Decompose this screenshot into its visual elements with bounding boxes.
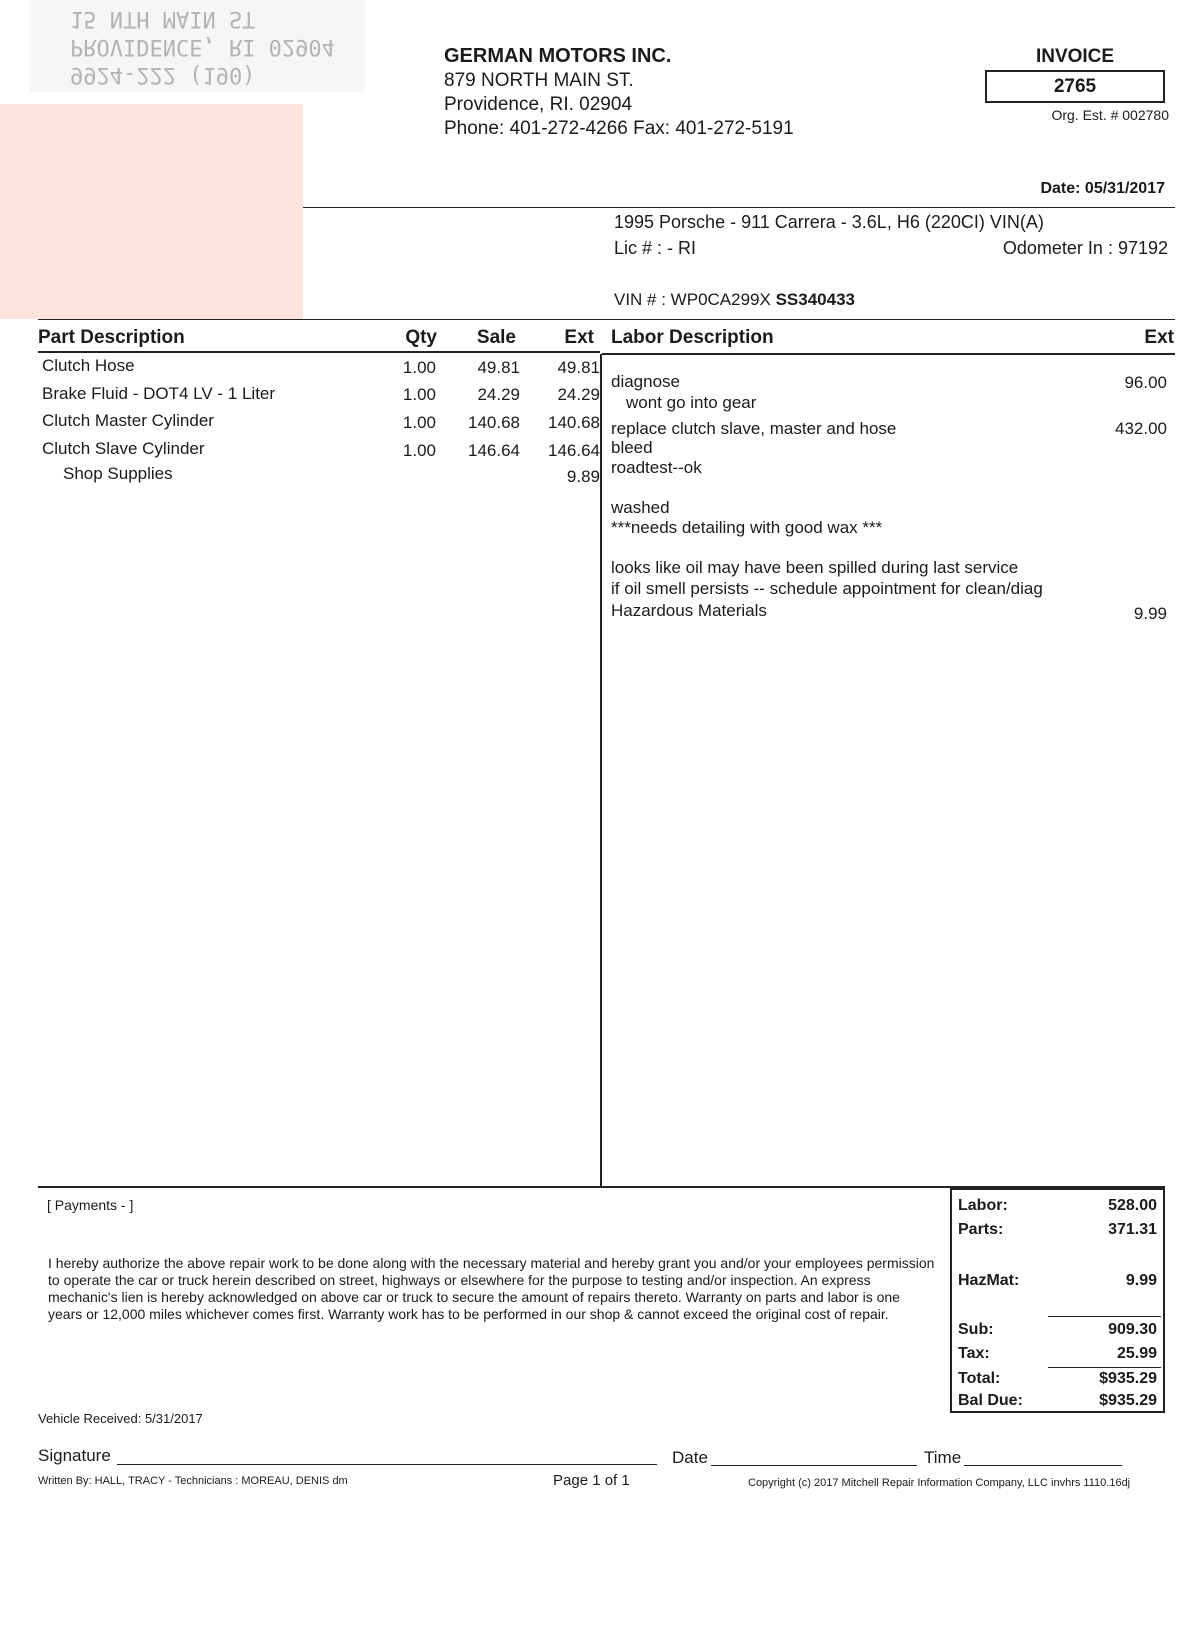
labor-line: bleed (611, 438, 653, 457)
labor-total: 528.00 (1108, 1197, 1157, 1214)
subtotal-label: Sub: (958, 1321, 994, 1338)
company-address: 879 NORTH MAIN ST. (444, 70, 634, 91)
table-top-rule (38, 319, 1175, 320)
labor-line: wont go into gear (626, 393, 757, 412)
company-phone: Phone: 401-272-4266 Fax: 401-272-5191 (444, 118, 794, 139)
part-qty: 1.00 (402, 441, 436, 460)
part-ext: 9.89 (566, 467, 600, 486)
authorization-text: I hereby authorize the above repair work to be done along with the necessary material and hereby grant you and/or your employees permission to operate the car or truck herein described on street, highways or elsewhere for the purpose to testing and/or inspection. An express mechanic's lien is hereby acknowledged on above car or truck to secure the amount of repairs thereto. Warranty on parts and labor is one years or 12,000 miles whichever comes first. Warranty work has to be performed in our shop & cannot exceed the original cost of repair. (48, 1255, 935, 1322)
time-line[interactable] (964, 1465, 1122, 1466)
invoice-number: 2765 (985, 70, 1165, 103)
labor-header-rule (602, 353, 1175, 355)
tax-label: Tax: (958, 1345, 990, 1362)
labor-line: washed (611, 498, 670, 517)
tax: 25.99 (1116, 1345, 1157, 1362)
part-description: Brake Fluid - DOT4 LV - 1 Liter (42, 384, 276, 403)
labor-line: looks like oil may have been spilled during last service (611, 558, 1019, 577)
odometer: Odometer In : 97192 (1002, 238, 1168, 258)
hazmat-total: 9.99 (1125, 1272, 1157, 1289)
part-ext: 140.68 (548, 413, 600, 432)
date-line[interactable] (711, 1465, 917, 1466)
balance-due: $935.29 (1099, 1392, 1157, 1409)
vin-prefix: VIN # : WP0CA299X (614, 290, 771, 309)
invoice-label: INVOICE (1035, 46, 1115, 67)
column-divider (600, 354, 602, 1188)
company-city: Providence, RI. 02904 (444, 94, 633, 115)
labor-line: ***needs detailing with good wax *** (611, 518, 883, 537)
invoice-date: Date: 05/31/2017 (1040, 180, 1165, 197)
stamp-line: 15 NTH MAIN ST (70, 6, 256, 31)
part-description: Clutch Master Cylinder (42, 411, 214, 430)
part-qty: 1.00 (402, 358, 436, 377)
labor-line: roadtest--ok (611, 458, 702, 477)
balance-due-label: Bal Due: (958, 1392, 1023, 1409)
labor-header-ext: Ext (1144, 327, 1174, 348)
part-description: Clutch Slave Cylinder (42, 439, 205, 458)
written-by: Written By: HALL, TRACY - Technicians : MOREAU, DENIS dm (38, 1475, 348, 1487)
part-ext: 49.81 (557, 358, 600, 377)
labor-line: Hazardous Materials (611, 601, 767, 620)
total: $935.29 (1099, 1370, 1157, 1387)
labor-line: if oil smell persists -- schedule appointment for clean/diag (611, 579, 1043, 598)
date-label: Date (672, 1448, 708, 1467)
parts-header-description: Part Description (38, 327, 185, 348)
signature-label: Signature (38, 1446, 111, 1465)
hazmat-label: HazMat: (958, 1272, 1020, 1289)
part-description: Clutch Hose (42, 356, 135, 375)
payments: [ Payments - ] (47, 1197, 134, 1213)
stamp-line: 9924-222 (190) (70, 62, 256, 87)
parts-header-rule (38, 351, 600, 353)
vin (614, 290, 855, 310)
vin-suffix: SS340433 (775, 290, 855, 309)
labor-header-description: Labor Description (611, 327, 774, 348)
labor-line: replace clutch slave, master and hose (611, 419, 897, 438)
part-qty: 1.00 (402, 385, 436, 404)
vehicle-description: 1995 Porsche - 911 Carrera - 3.6L, H6 (220CI) VIN(A) (614, 212, 1044, 232)
time-label: Time (924, 1448, 962, 1467)
part-sale: 24.29 (477, 385, 520, 404)
parts-total: 371.31 (1108, 1221, 1157, 1238)
vehicle-received: Vehicle Received: 5/31/2017 (38, 1411, 203, 1426)
labor-ext: 96.00 (1124, 373, 1167, 392)
totals-box (950, 1188, 1165, 1413)
subtotal-rule (1048, 1316, 1161, 1317)
part-ext: 24.29 (557, 385, 600, 404)
total-rule (1048, 1367, 1161, 1368)
page-number: Page 1 of 1 (553, 1472, 630, 1489)
labor-total-label: Labor: (958, 1197, 1008, 1214)
subtotal: 909.30 (1108, 1321, 1157, 1338)
sticky-note (0, 104, 303, 319)
parts-header-qty: Qty (405, 327, 437, 348)
company-name: GERMAN MOTORS INC. (444, 45, 672, 67)
license-plate: Lic # : - RI (614, 238, 697, 258)
part-qty: 1.00 (402, 413, 436, 432)
parts-total-label: Parts: (958, 1221, 1004, 1238)
part-sale: 146.64 (468, 441, 520, 460)
labor-ext: 9.99 (1133, 604, 1167, 623)
total-label: Total: (958, 1370, 1001, 1387)
faded-stamp (30, 0, 365, 92)
part-description: Shop Supplies (63, 464, 173, 483)
part-ext: 146.64 (548, 441, 600, 460)
header-divider (303, 207, 1175, 208)
org-estimate: Org. Est. # 002780 (1051, 107, 1169, 123)
stamp-line: PROVIDENCE, RI 02904 (70, 34, 335, 59)
labor-ext: 432.00 (1115, 419, 1167, 438)
copyright: Copyright (c) 2017 Mitchell Repair Information Company, LLC invhrs 1110.16dj (748, 1477, 1131, 1489)
part-sale: 140.68 (468, 413, 520, 432)
parts-header-ext: Ext (564, 327, 594, 348)
labor-line: diagnose (611, 372, 681, 391)
parts-header-sale: Sale (476, 327, 516, 348)
part-sale: 49.81 (477, 358, 520, 377)
signature-line[interactable] (117, 1464, 657, 1465)
